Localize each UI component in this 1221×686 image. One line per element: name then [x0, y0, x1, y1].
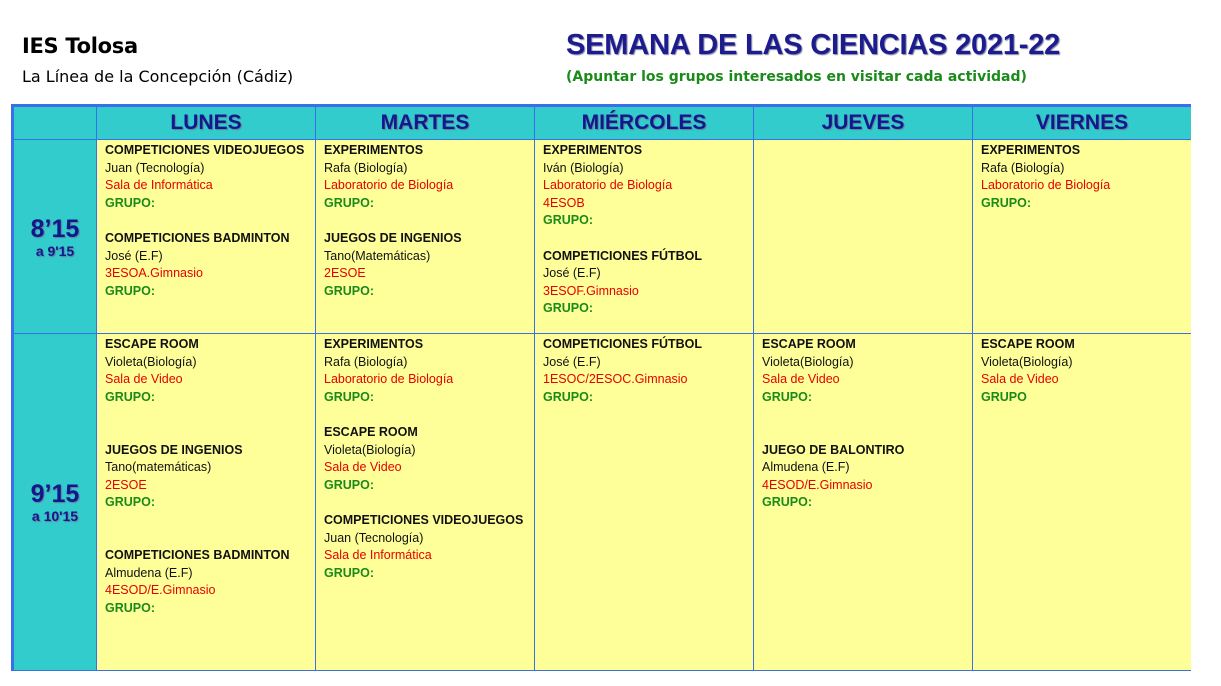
activity-name: COMPETICIONES BADMINTON [105, 230, 290, 245]
activity-teacher: José (E.F) [543, 354, 601, 369]
activity-teacher: José (E.F) [105, 248, 163, 263]
activity-teacher: Violeta(Biología) [105, 354, 197, 369]
activity-name: EXPERIMENTOS [981, 143, 1081, 157]
school-name: IES Tolosa [22, 34, 138, 58]
activity-teacher: Rafa (Biología) [981, 160, 1065, 175]
document-title: SEMANA DE LAS CIENCIAS 2021-22 [566, 29, 1061, 61]
activity-place: 2ESOE [324, 266, 366, 281]
activity-name: COMPETICIONES BADMINTON [105, 548, 290, 563]
activity-group-field[interactable]: GRUPO: [324, 565, 374, 580]
activity-place: 4ESOD/E.Gimnasio [105, 583, 216, 598]
activity-place: 1ESOC/2ESOC.Gimnasio [543, 372, 688, 387]
schedule-table [11, 104, 1191, 671]
cell-s2-miercoles [535, 334, 753, 670]
activity-class-group: 4ESOB [543, 195, 585, 210]
activity-place: Laboratorio de Biología [543, 178, 673, 193]
activity-place: 3ESOF.Gimnasio [543, 283, 639, 298]
activity-group-field[interactable]: GRUPO: [324, 477, 374, 492]
activity-group-field[interactable]: GRUPO: [324, 195, 374, 210]
activity-place: Sala de Video [762, 372, 840, 387]
activity-teacher: Iván (Biología) [543, 160, 624, 175]
cell-s1-miercoles [535, 140, 753, 333]
activity-name: JUEGOS DE INGENIOS [105, 442, 243, 457]
cell-s1-martes [316, 140, 534, 333]
activity-place: Sala de Informática [324, 548, 432, 563]
activity-name: EXPERIMENTOS [543, 143, 643, 157]
activity-name: JUEGOS DE INGENIOS [324, 230, 462, 245]
activity-name: EXPERIMENTOS [324, 337, 424, 351]
activity-teacher: Tano(Matemáticas) [324, 248, 431, 263]
activity-teacher: Rafa (Biología) [324, 354, 408, 369]
activity-place: Sala de Video [981, 372, 1059, 387]
activity-place: Sala de Video [105, 372, 183, 387]
activity-teacher: José (E.F) [543, 266, 601, 281]
activity-group-field[interactable]: GRUPO: [762, 389, 812, 404]
activity-place: 3ESOA.Gimnasio [105, 266, 203, 281]
time-slot-2 [14, 334, 96, 670]
day-header-viernes: VIERNES [973, 107, 1191, 139]
activity-group-field[interactable]: GRUPO: [105, 495, 155, 510]
school-location: La Línea de la Concepción (Cádiz) [22, 67, 294, 86]
time-slot-1 [14, 140, 96, 333]
activity-group-field[interactable]: GRUPO: [105, 195, 155, 210]
activity-group-field[interactable]: GRUPO: [543, 389, 593, 404]
activity-place: 4ESOD/E.Gimnasio [762, 477, 873, 492]
day-header-lunes: LUNES [97, 107, 315, 139]
activity-teacher: Juan (Tecnología) [105, 160, 205, 175]
activity-place: 2ESOE [105, 477, 147, 492]
activity-group-field[interactable]: GRUPO [981, 389, 1027, 404]
activity-name: ESCAPE ROOM [324, 424, 418, 439]
cell-s2-lunes [97, 334, 315, 670]
time-slot-start: 8’15 [30, 214, 80, 243]
activity-group-field[interactable]: GRUPO: [762, 495, 812, 510]
day-header-martes: MARTES [316, 107, 534, 139]
activity-teacher: Juan (Tecnología) [324, 530, 424, 545]
activity-name: COMPETICIONES FÚTBOL [543, 337, 703, 351]
day-header-miercoles: MIÉRCOLES [535, 107, 753, 139]
activity-place: Laboratorio de Biología [324, 372, 454, 387]
activity-name: COMPETICIONES VIDEOJUEGOS [105, 143, 305, 157]
activity-teacher: Violeta(Biología) [981, 354, 1073, 369]
activity-name: JUEGO DE BALONTIRO [762, 442, 905, 457]
document-subtitle: (Apuntar los grupos interesados en visitar cada actividad) [566, 69, 1027, 85]
activity-teacher: Almudena (E.F) [762, 460, 850, 475]
activity-teacher: Almudena (E.F) [105, 565, 193, 580]
time-slot-end: a 10'15 [31, 508, 79, 524]
activity-group-field[interactable]: GRUPO: [543, 301, 593, 316]
table-corner [14, 107, 96, 139]
cell-s2-martes [316, 334, 534, 670]
cell-s1-jueves [754, 140, 972, 333]
activity-name: EXPERIMENTOS [324, 143, 424, 157]
time-slot-end: a 9'15 [35, 242, 75, 259]
activity-name: COMPETICIONES FÚTBOL [543, 248, 703, 263]
activity-teacher: Rafa (Biología) [324, 160, 408, 175]
activity-group-field[interactable]: GRUPO: [105, 283, 155, 298]
activity-place: Laboratorio de Biología [981, 178, 1111, 193]
activity-place: Sala de Informática [105, 178, 213, 193]
activity-teacher: Violeta(Biología) [762, 354, 854, 369]
cell-s1-viernes [973, 140, 1191, 333]
activity-place: Laboratorio de Biología [324, 178, 454, 193]
cell-s2-jueves [754, 334, 972, 670]
day-header-jueves: JUEVES [754, 107, 972, 139]
activity-group-field[interactable]: GRUPO: [105, 600, 155, 615]
cell-s2-viernes [973, 334, 1191, 670]
activity-group-field[interactable]: GRUPO: [324, 389, 374, 404]
activity-group-field[interactable]: GRUPO: [105, 389, 155, 404]
activity-teacher: Violeta(Biología) [324, 442, 416, 457]
activity-teacher: Tano(matemáticas) [105, 460, 212, 475]
activity-group-field[interactable]: GRUPO: [981, 195, 1031, 210]
activity-name: ESCAPE ROOM [105, 337, 199, 351]
activity-place: Sala de Video [324, 460, 402, 475]
time-slot-start: 9’15 [30, 480, 80, 508]
activity-name: COMPETICIONES VIDEOJUEGOS [324, 512, 524, 527]
activity-name: ESCAPE ROOM [762, 337, 856, 351]
activity-group-field[interactable]: GRUPO: [324, 283, 374, 298]
activity-name: ESCAPE ROOM [981, 337, 1075, 351]
cell-s1-lunes [97, 140, 315, 333]
activity-group-field[interactable]: GRUPO: [543, 213, 593, 228]
